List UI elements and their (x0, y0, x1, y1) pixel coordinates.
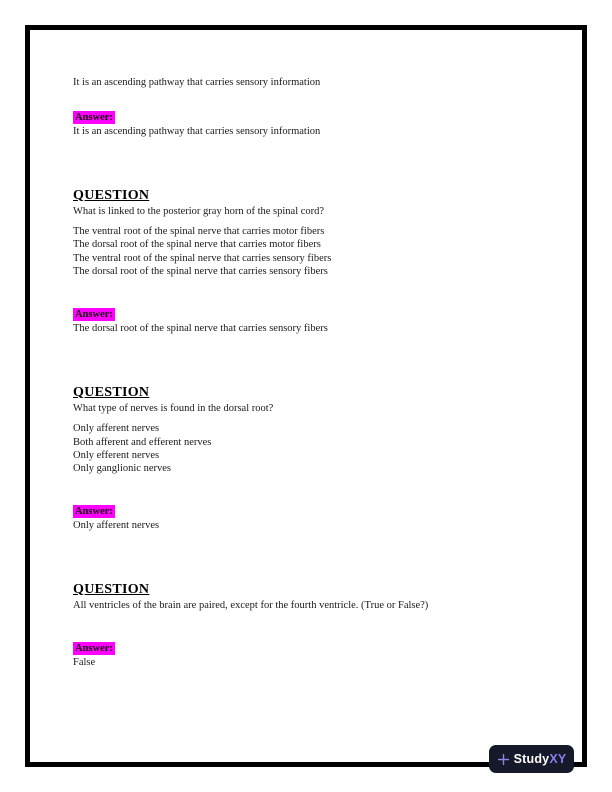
document-page (25, 25, 587, 767)
question-text: All ventricles of the brain are paired, except for the fourth ventricle. (True or False?) (73, 600, 429, 612)
answer-block (73, 642, 552, 669)
answer-text: The dorsal root of the spinal nerve that carries sensory fibers (73, 322, 328, 334)
answer-block (73, 308, 552, 335)
answer-label: Answer: (75, 112, 113, 124)
option-item: The dorsal root of the spinal nerve that carries motor fibers (73, 239, 321, 251)
answer-label: Answer: (75, 506, 113, 518)
studyxy-watermark-badge (489, 745, 574, 773)
answer-text: False (73, 656, 96, 668)
question-section (73, 385, 552, 532)
intro-text: It is an ascending pathway that carries sensory information (73, 77, 321, 88)
question-text: What type of nerves is found in the dorsal root? (73, 402, 274, 414)
answer-label: Answer: (75, 643, 113, 655)
answer-block (73, 111, 552, 138)
document-content (73, 76, 552, 669)
options-list (73, 422, 552, 475)
option-item: The dorsal root of the spinal nerve that carries sensory fibers (73, 266, 328, 278)
option-item: Only afferent nerves (73, 423, 160, 435)
brand-study-label: Study (513, 752, 550, 766)
question-text: What is linked to the posterior gray horn of the spinal cord? (73, 205, 325, 217)
option-item: Both afferent and efferent nerves (73, 436, 212, 448)
option-item: Only ganglionic nerves (73, 463, 171, 475)
option-item: The ventral root of the spinal nerve that carries sensory fibers (73, 252, 332, 264)
question-section (73, 582, 552, 669)
answer-text: Only afferent nerves (73, 519, 160, 531)
options-list (73, 225, 552, 278)
question-heading: QUESTION (73, 187, 150, 203)
brand-wordmark (514, 752, 567, 766)
brand-xy-label: XY (549, 752, 567, 766)
question-section (73, 188, 552, 335)
option-item: Only efferent nerves (73, 449, 160, 461)
question-heading: QUESTION (73, 582, 150, 598)
plus-icon (497, 753, 510, 766)
option-item: The ventral root of the spinal nerve that carries motor fibers (73, 226, 325, 238)
answer-label: Answer: (75, 309, 113, 321)
answer-block (73, 505, 552, 532)
answer-text: It is an ascending pathway that carries sensory information (73, 125, 321, 137)
question-heading: QUESTION (73, 384, 150, 400)
